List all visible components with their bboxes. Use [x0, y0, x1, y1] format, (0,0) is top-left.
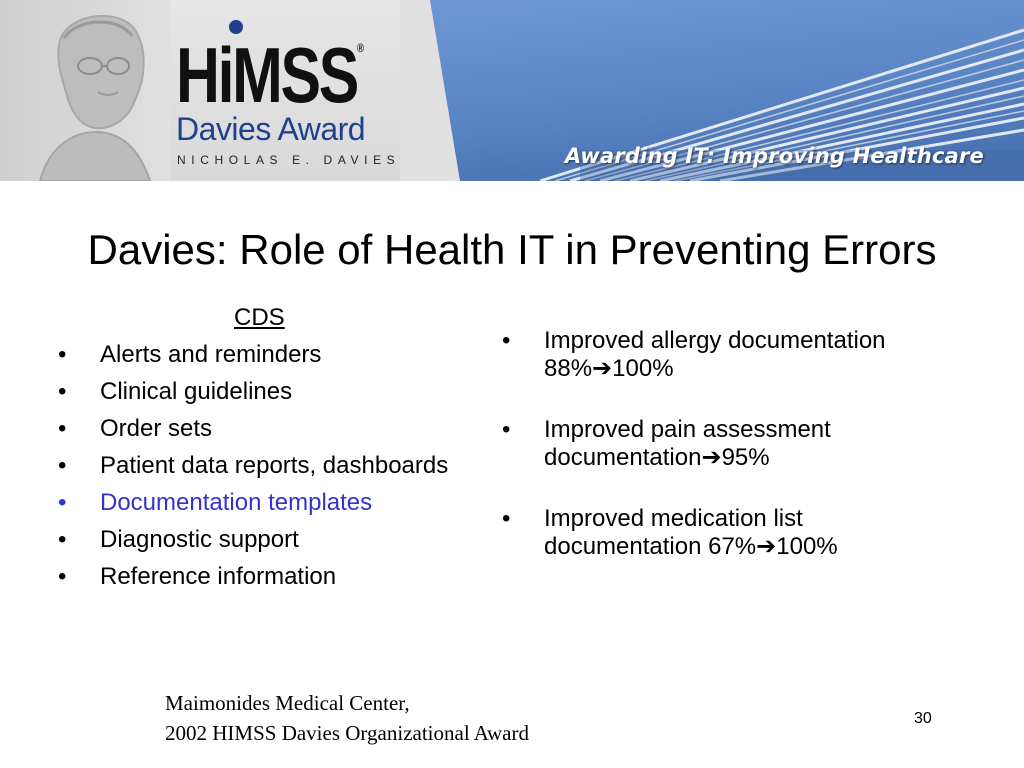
himss-logo: HiMSS®	[176, 31, 364, 119]
banner-sky-image	[400, 0, 1024, 181]
outcome-result: 100%	[612, 354, 674, 382]
list-item-text: Alerts and reminders	[100, 341, 322, 368]
portrait-image	[0, 0, 170, 181]
source-line: 2002 HIMSS Davies Organizational Award	[165, 721, 529, 745]
outcome-result: 95%	[721, 443, 770, 471]
page-number: 30	[914, 710, 932, 727]
outcome-result: 100%	[776, 532, 838, 560]
arrow-right-icon: ➔	[701, 443, 722, 471]
source-line: Maimonides Medical Center,	[165, 691, 410, 715]
arrow-right-icon: ➔	[592, 354, 613, 382]
bullet-icon: •	[58, 378, 67, 405]
list-item-text: Patient data reports, dashboards	[100, 452, 449, 479]
list-item-text: Reference information	[100, 563, 337, 590]
banner-tagline: Awarding IT: Improving Healthcare	[564, 144, 984, 168]
outcome-text: Improved medication list documentation 67%	[544, 505, 803, 560]
cds-list	[58, 340, 458, 599]
source-citation	[165, 688, 529, 748]
bullet-icon: •	[58, 341, 67, 368]
list-item	[58, 525, 458, 554]
bullet-icon: •	[58, 563, 67, 590]
outcome-text: Improved pain assessment documentation	[544, 416, 831, 471]
list-item-text: Documentation templates	[100, 489, 373, 516]
list-item	[58, 451, 458, 480]
davies-award-text: Davies Award	[176, 111, 366, 147]
cds-heading: CDS	[234, 304, 285, 331]
list-item-text: Clinical guidelines	[100, 378, 293, 405]
header-banner	[0, 0, 1024, 181]
list-item	[58, 562, 458, 591]
arrow-right-icon: ➔	[756, 532, 777, 560]
outcome-item	[502, 416, 932, 471]
banner-logo-panel	[0, 0, 420, 181]
list-item	[58, 377, 458, 406]
bullet-icon: •	[58, 489, 67, 516]
bullet-icon: •	[502, 327, 511, 354]
list-item-text: Order sets	[100, 415, 213, 442]
list-item	[58, 340, 458, 369]
bullet-icon: •	[58, 452, 67, 479]
bullet-icon: •	[58, 526, 67, 553]
nicholas-davies-text: NICHOLAS E. DAVIES	[177, 153, 401, 167]
list-item-text: Diagnostic support	[100, 526, 299, 553]
list-item	[58, 414, 458, 443]
list-item-highlighted	[58, 488, 458, 517]
bullet-icon: •	[502, 416, 511, 443]
himss-logo-text: HiMSS	[176, 31, 357, 119]
slide-title: Davies: Role of Health IT in Preventing Errors	[87, 226, 937, 273]
outcomes-list	[502, 327, 932, 594]
outcome-text: Improved allergy documentation 88%	[544, 327, 886, 382]
bullet-icon: •	[502, 505, 511, 532]
outcome-item	[502, 505, 932, 560]
bullet-icon: •	[58, 415, 67, 442]
outcome-item	[502, 327, 932, 382]
